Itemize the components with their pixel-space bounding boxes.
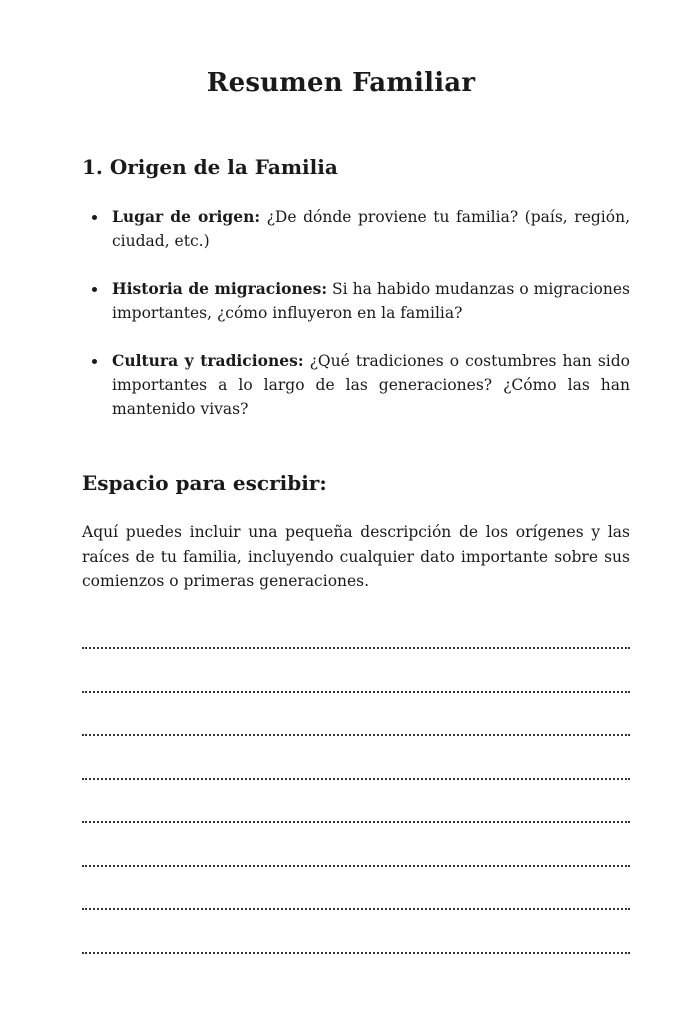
bullet-item-lugar-de-origen [82, 205, 630, 253]
bullet-item-historia-migraciones [82, 277, 630, 325]
writing-line [82, 734, 630, 736]
writing-lines [82, 647, 630, 995]
writing-line [82, 691, 630, 693]
bullet-dot-icon [92, 215, 97, 220]
bullet-text: ¿De dónde proviene tu familia? (país, región, ciudad, etc.) [112, 208, 630, 250]
bullet-dot-icon [92, 359, 97, 364]
bullet-dot-icon [92, 287, 97, 292]
bullet-term: Historia de migraciones: [112, 279, 328, 298]
writing-line [82, 778, 630, 780]
bullet-term: Lugar de origen: [112, 207, 261, 226]
bullet-text: ¿Qué tradiciones o costumbres han sido importantes a lo largo de las generaciones? ¿Cómo las han mantenido vivas? [112, 352, 630, 418]
writing-line [82, 908, 630, 910]
section-heading-origen: 1. Origen de la Familia [82, 155, 338, 179]
writing-line [82, 821, 630, 823]
writing-line [82, 952, 630, 954]
bullet-text: Si ha habido mudanzas o migraciones importantes, ¿cómo influyeron en la familia? [112, 280, 630, 322]
write-space-heading: Espacio para escribir: [82, 471, 327, 495]
page-title: Resumen Familiar [206, 68, 476, 98]
writing-line [82, 865, 630, 867]
write-space-description: Aquí puedes incluir una pequeña descripción de los orígenes y las raíces de tu familia, incluyendo cualquier dato importante sobre sus comienzos o primeras generaciones. [82, 523, 630, 590]
writing-line [82, 647, 630, 649]
bullet-term: Cultura y tradiciones: [112, 351, 304, 370]
bullet-item-cultura-tradiciones [82, 349, 630, 421]
origin-bullet-list [82, 205, 630, 421]
